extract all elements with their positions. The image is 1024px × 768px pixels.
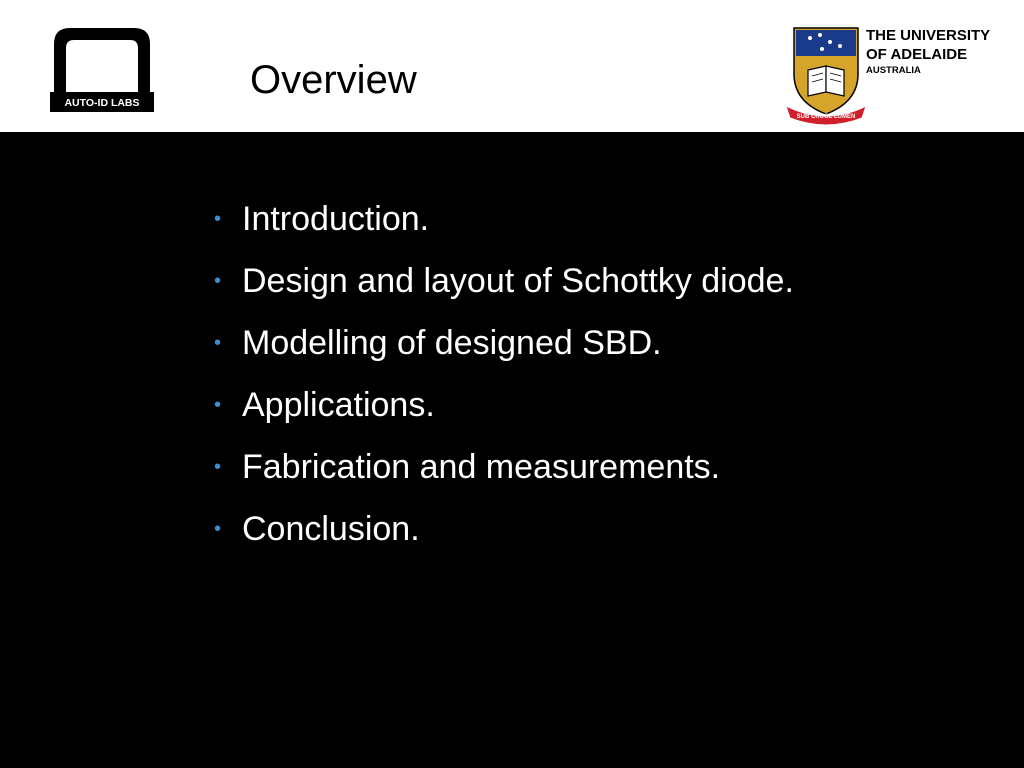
bullet-text: Applications. bbox=[242, 386, 435, 424]
bullet-text: Conclusion. bbox=[242, 510, 420, 548]
bullet-item bbox=[214, 320, 794, 382]
bullet-dot: • bbox=[214, 518, 222, 540]
logo-line-university: THE UNIVERSITY bbox=[866, 27, 991, 44]
logo-line-australia: AUSTRALIA bbox=[866, 65, 921, 76]
bullet-item bbox=[214, 506, 794, 568]
bullet-dot: • bbox=[214, 270, 222, 292]
bullet-item bbox=[214, 258, 794, 320]
bullet-item bbox=[214, 196, 794, 258]
bullet-dot: • bbox=[214, 332, 222, 354]
auto-id-labs-logo-text: AUTO-ID LABS bbox=[64, 97, 140, 109]
logo-line-adelaide: OF ADELAIDE bbox=[866, 46, 968, 63]
bullet-dot: • bbox=[214, 456, 222, 478]
bullet-item bbox=[214, 382, 794, 444]
overview-bullet-list bbox=[214, 196, 794, 568]
bullet-text: Modelling of designed SBD. bbox=[242, 324, 662, 362]
logo-motto: SUB CRUCE LUMEN bbox=[796, 114, 856, 120]
slide-title: Overview bbox=[250, 58, 417, 102]
university-of-adelaide-logo bbox=[786, 22, 1006, 126]
bullet-text: Introduction. bbox=[242, 200, 430, 238]
bullet-text: Design and layout of Schottky diode. bbox=[242, 262, 794, 300]
open-book-icon bbox=[808, 66, 844, 96]
bullet-dot: • bbox=[214, 208, 222, 230]
bullet-text: Fabrication and measurements. bbox=[242, 448, 721, 486]
auto-id-labs-logo bbox=[50, 24, 154, 114]
slide-header bbox=[0, 0, 1024, 132]
bullet-dot: • bbox=[214, 394, 222, 416]
bullet-item bbox=[214, 444, 794, 506]
